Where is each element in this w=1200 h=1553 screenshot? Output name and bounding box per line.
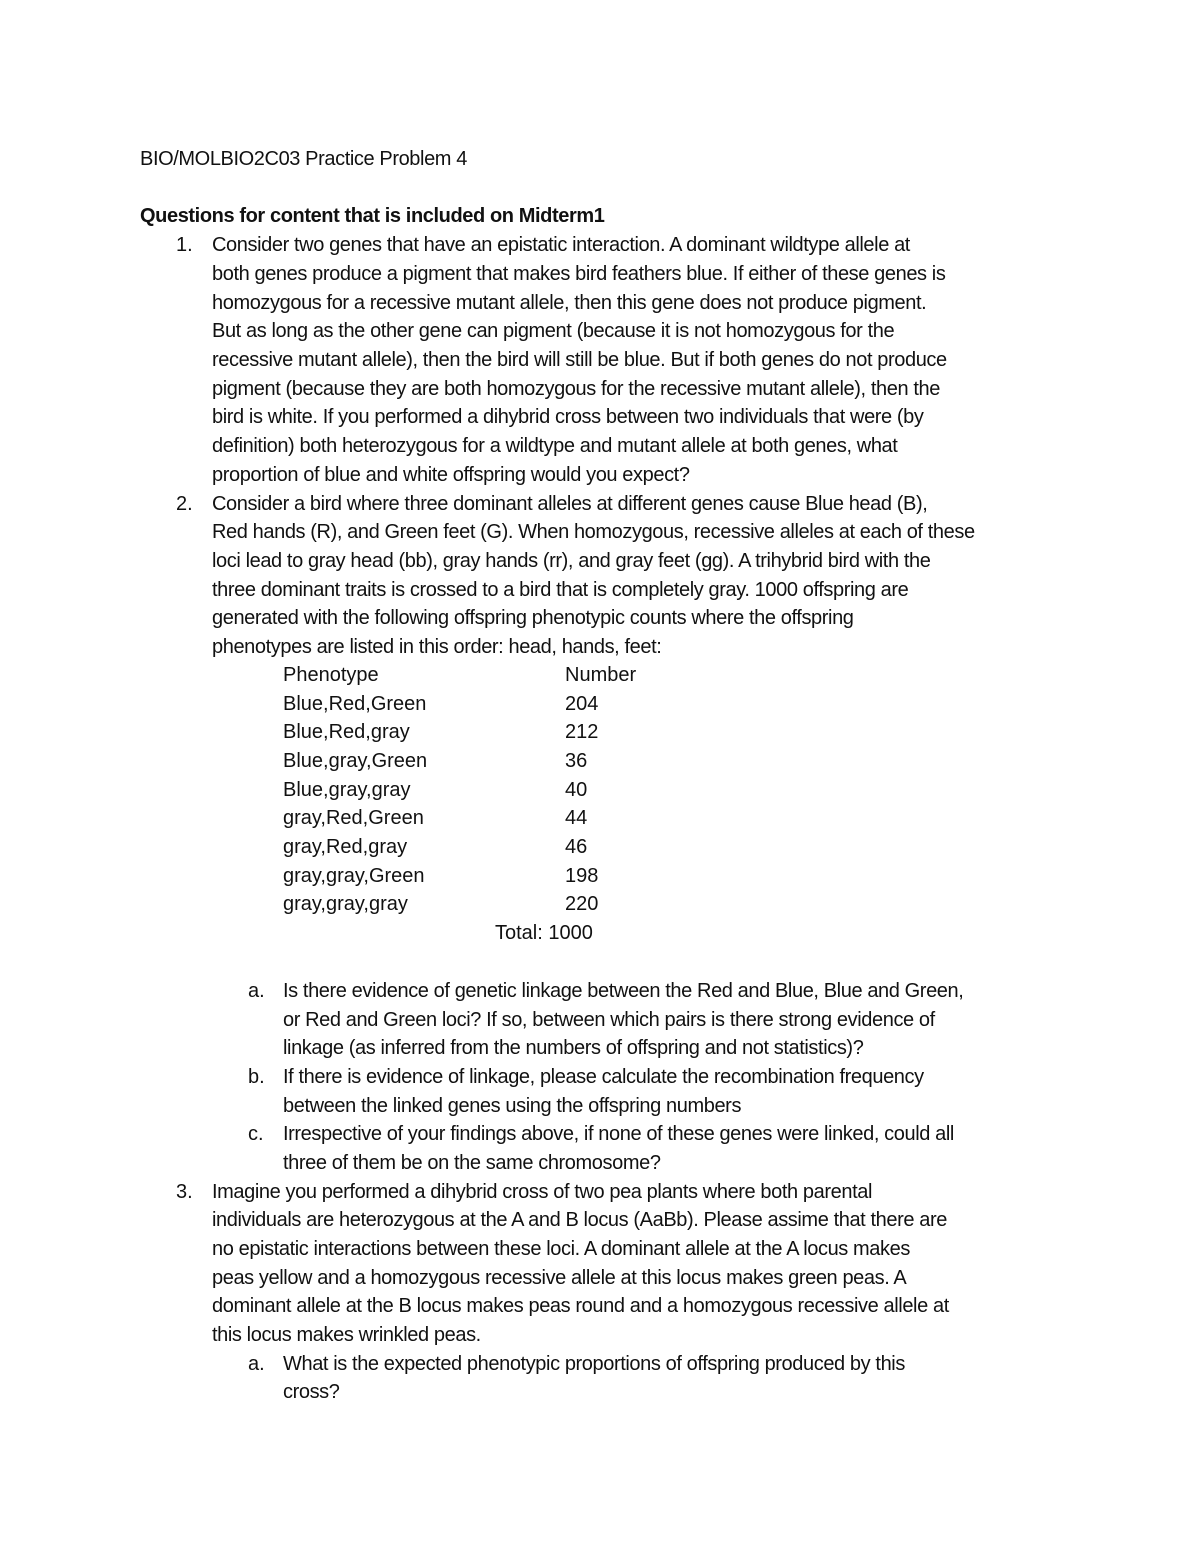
question-text-line: definition) both heterozygous for a wildtype and mutant allele at both genes, what (212, 435, 898, 457)
subpart-text-line: linkage (as inferred from the numbers of offspring and not statistics)? (283, 1037, 864, 1059)
question-text-line: Consider a bird where three dominant alleles at different genes cause Blue head (B), (212, 493, 928, 515)
table-cell-number: 204 (565, 693, 599, 715)
question-number: 1. (176, 234, 193, 256)
question-text-line: dominant allele at the B locus makes peas round and a homozygous recessive allele at (212, 1295, 949, 1317)
question-text-line: loci lead to gray head (bb), gray hands (rr), and gray feet (gg). A trihybrid bird with the (212, 550, 931, 572)
question-text-line: no epistatic interactions between these loci. A dominant allele at the A locus makes (212, 1238, 910, 1260)
question-text-line: three dominant traits is crossed to a bird that is completely gray. 1000 offspring are (212, 579, 909, 601)
subpart-text-line: Irrespective of your findings above, if none of these genes were linked, could all (283, 1123, 954, 1145)
subpart-text-line: between the linked genes using the offspring numbers (283, 1095, 742, 1117)
subpart-text-line: Is there evidence of genetic linkage between the Red and Blue, Blue and Green, (283, 980, 964, 1002)
subpart-text-line: or Red and Green loci? If so, between which pairs is there strong evidence of (283, 1009, 935, 1031)
question-number: 2. (176, 493, 193, 515)
question-text-line: But as long as the other gene can pigment (because it is not homozygous for the (212, 320, 895, 342)
table-cell-phenotype: Blue,Red,Green (283, 693, 427, 715)
question-text-line: pigment (because they are both homozygous for the recessive mutant allele), then the (212, 378, 940, 400)
question-number: 3. (176, 1181, 193, 1203)
subpart-label: a. (248, 980, 265, 1002)
question-text-line: phenotypes are listed in this order: head, hands, feet: (212, 636, 662, 658)
table-cell-number: 44 (565, 807, 588, 829)
table-cell-phenotype: Blue,gray,Green (283, 750, 428, 772)
question-text-line: Consider two genes that have an epistatic interaction. A dominant wildtype allele at (212, 234, 910, 256)
table-cell-phenotype: Blue,Red,gray (283, 721, 410, 743)
question-text-line: this locus makes wrinkled peas. (212, 1324, 481, 1346)
question-text-line: proportion of blue and white offspring would you expect? (212, 464, 690, 486)
table-cell-number: 40 (565, 779, 588, 801)
subpart-text-line: What is the expected phenotypic proportions of offspring produced by this (283, 1353, 905, 1375)
table-cell-number: 212 (565, 721, 599, 743)
table-cell-phenotype: gray,gray,Green (283, 865, 425, 887)
table-cell-phenotype: Blue,gray,gray (283, 779, 411, 801)
question-text-line: Red hands (R), and Green feet (G). When homozygous, recessive alleles at each of these (212, 521, 975, 543)
table-header-phenotype: Phenotype (283, 664, 379, 686)
question-text-line: Imagine you performed a dihybrid cross of two pea plants where both parental (212, 1181, 872, 1203)
question-text-line: individuals are heterozygous at the A and B locus (AaBb). Please assime that there are (212, 1209, 947, 1231)
section-heading: Questions for content that is included on Midterm1 (140, 205, 605, 227)
question-text-line: both genes produce a pigment that makes bird feathers blue. If either of these genes is (212, 263, 946, 285)
subpart-text-line: three of them be on the same chromosome? (283, 1152, 661, 1174)
table-header-number: Number (565, 664, 637, 686)
question-text-line: bird is white. If you performed a dihybrid cross between two individuals that were (by (212, 406, 924, 428)
subpart-text-line: If there is evidence of linkage, please calculate the recombination frequency (283, 1066, 924, 1088)
table-cell-phenotype: gray,gray,gray (283, 893, 408, 915)
subpart-label: c. (248, 1123, 264, 1145)
question-text-line: generated with the following offspring phenotypic counts where the offspring (212, 607, 854, 629)
document-title: BIO/MOLBIO2C03 Practice Problem 4 (140, 148, 467, 170)
table-cell-number: 46 (565, 836, 588, 858)
table-cell-phenotype: gray,Red,gray (283, 836, 408, 858)
table-total: Total: 1000 (495, 922, 593, 944)
question-text-line: recessive mutant allele), then the bird will still be blue. But if both genes do not produce (212, 349, 947, 371)
subpart-label: a. (248, 1353, 265, 1375)
table-cell-number: 36 (565, 750, 588, 772)
table-cell-number: 220 (565, 893, 599, 915)
table-cell-number: 198 (565, 865, 599, 887)
question-text-line: peas yellow and a homozygous recessive allele at this locus makes green peas. A (212, 1267, 907, 1289)
table-cell-phenotype: gray,Red,Green (283, 807, 424, 829)
subpart-label: b. (248, 1066, 265, 1088)
subpart-text-line: cross? (283, 1381, 340, 1403)
question-text-line: homozygous for a recessive mutant allele, then this gene does not produce pigment. (212, 292, 927, 314)
